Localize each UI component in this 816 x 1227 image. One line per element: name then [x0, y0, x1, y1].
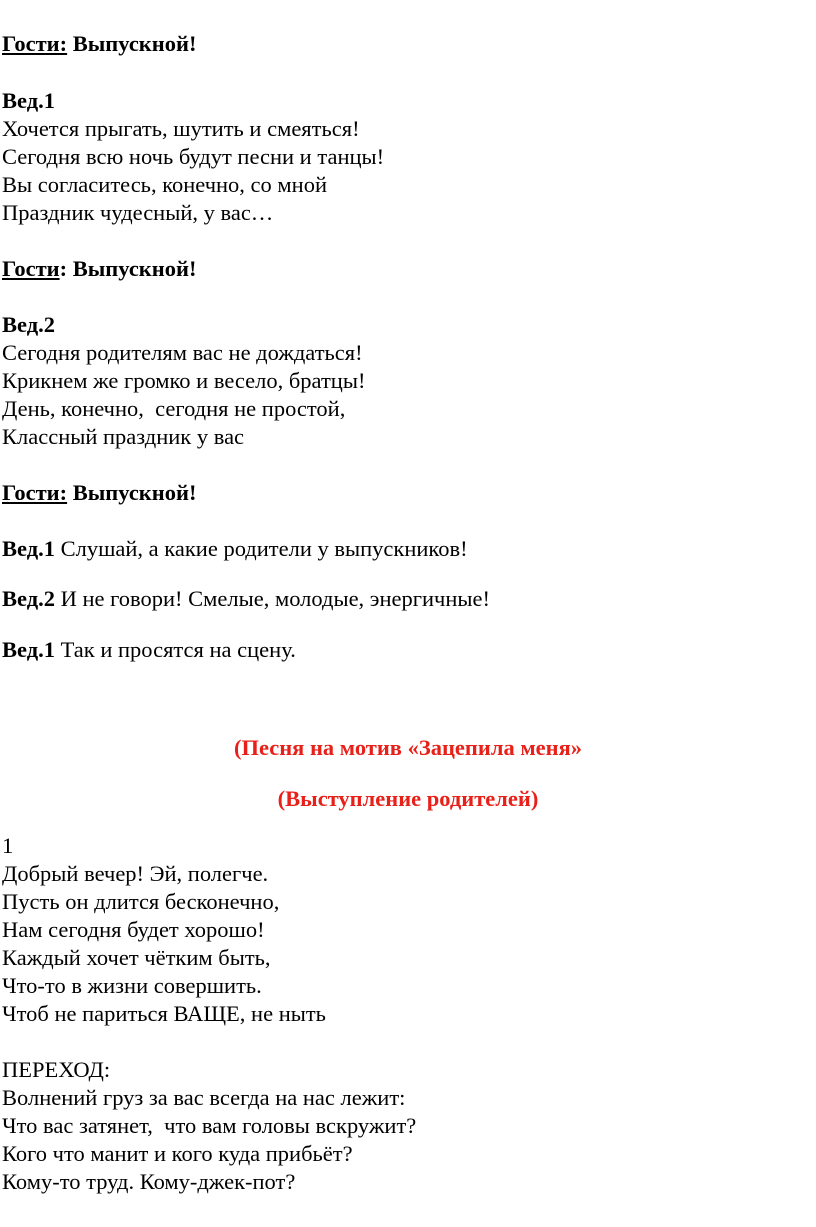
verse-line: Пусть он длится бесконечно, [2, 889, 280, 914]
stanza1-line: Праздник чудесный, у вас… [2, 200, 274, 225]
dialog-text: Так и просятся на сцену. [60, 637, 296, 662]
speaker-guests: Гости: [2, 31, 68, 56]
verse-line: Каждый хочет чётким быть, [2, 945, 271, 970]
transition-line: Кому-то труд. Кому-джек-пот? [2, 1169, 296, 1194]
transition-line: Волнений груз за вас всегда на нас лежит: [2, 1085, 406, 1110]
speaker-v1: Вед.1 [2, 637, 55, 662]
guests-response: Выпускной! [72, 480, 197, 505]
verse-number: 1 [2, 833, 14, 858]
dialog-line-1 [2, 535, 468, 563]
speaker-v1: Вед.1 [2, 536, 55, 561]
speaker-v1: Вед.1 [2, 88, 55, 113]
speaker-guests: Гости [2, 256, 60, 281]
stanza1-line: Вы согласитесь, конечно, со мной [2, 172, 327, 197]
colon: : [59, 256, 68, 281]
dialog-line-3 [2, 636, 296, 664]
verse-line: Что-то в жизни совершить. [2, 973, 262, 998]
guests-line-2 [2, 255, 196, 283]
stanza2-line: День, конечно, сегодня не простой, [2, 396, 346, 421]
dialog-text: Слушай, а какие родители у выпускников! [60, 536, 468, 561]
speaker-guests: Гости: [2, 480, 68, 505]
stanza2-line: Классный праздник у вас [2, 424, 245, 449]
stanza1-line: Хочется прыгать, шутить и смеяться! [2, 116, 360, 141]
stanza1-line: Сегодня всю ночь будут песни и танцы! [2, 144, 385, 169]
stanza2-line: Крикнем же громко и весело, братцы! [2, 368, 366, 393]
song-title: (Песня на мотив «Зацепила меня» [233, 735, 583, 760]
song-subtitle: (Выступление родителей) [277, 786, 539, 811]
transition-label: ПЕРЕХОД: [2, 1057, 111, 1082]
verse-line: Нам сегодня будет хорошо! [2, 917, 265, 942]
guests-response: Выпускной! [72, 31, 197, 56]
transition-line: Что вас затянет, что вам головы вскружит? [2, 1113, 417, 1138]
stanza2-line: Сегодня родителям вас не дождаться! [2, 340, 363, 365]
speaker-v2: Вед.2 [2, 312, 55, 337]
speaker-v2: Вед.2 [2, 586, 55, 611]
guests-response: Выпускной! [72, 256, 197, 281]
guests-line-1 [2, 30, 196, 58]
verse-line: Чтоб не париться ВАЩЕ, не ныть [2, 1001, 326, 1026]
guests-line-3 [2, 479, 196, 507]
verse-line: Добрый вечер! Эй, полегче. [2, 861, 269, 886]
dialog-text: И не говори! Смелые, молодые, энергичные! [60, 586, 490, 611]
dialog-line-2 [2, 585, 490, 613]
transition-line: Кого что манит и кого куда прибьёт? [2, 1141, 353, 1166]
